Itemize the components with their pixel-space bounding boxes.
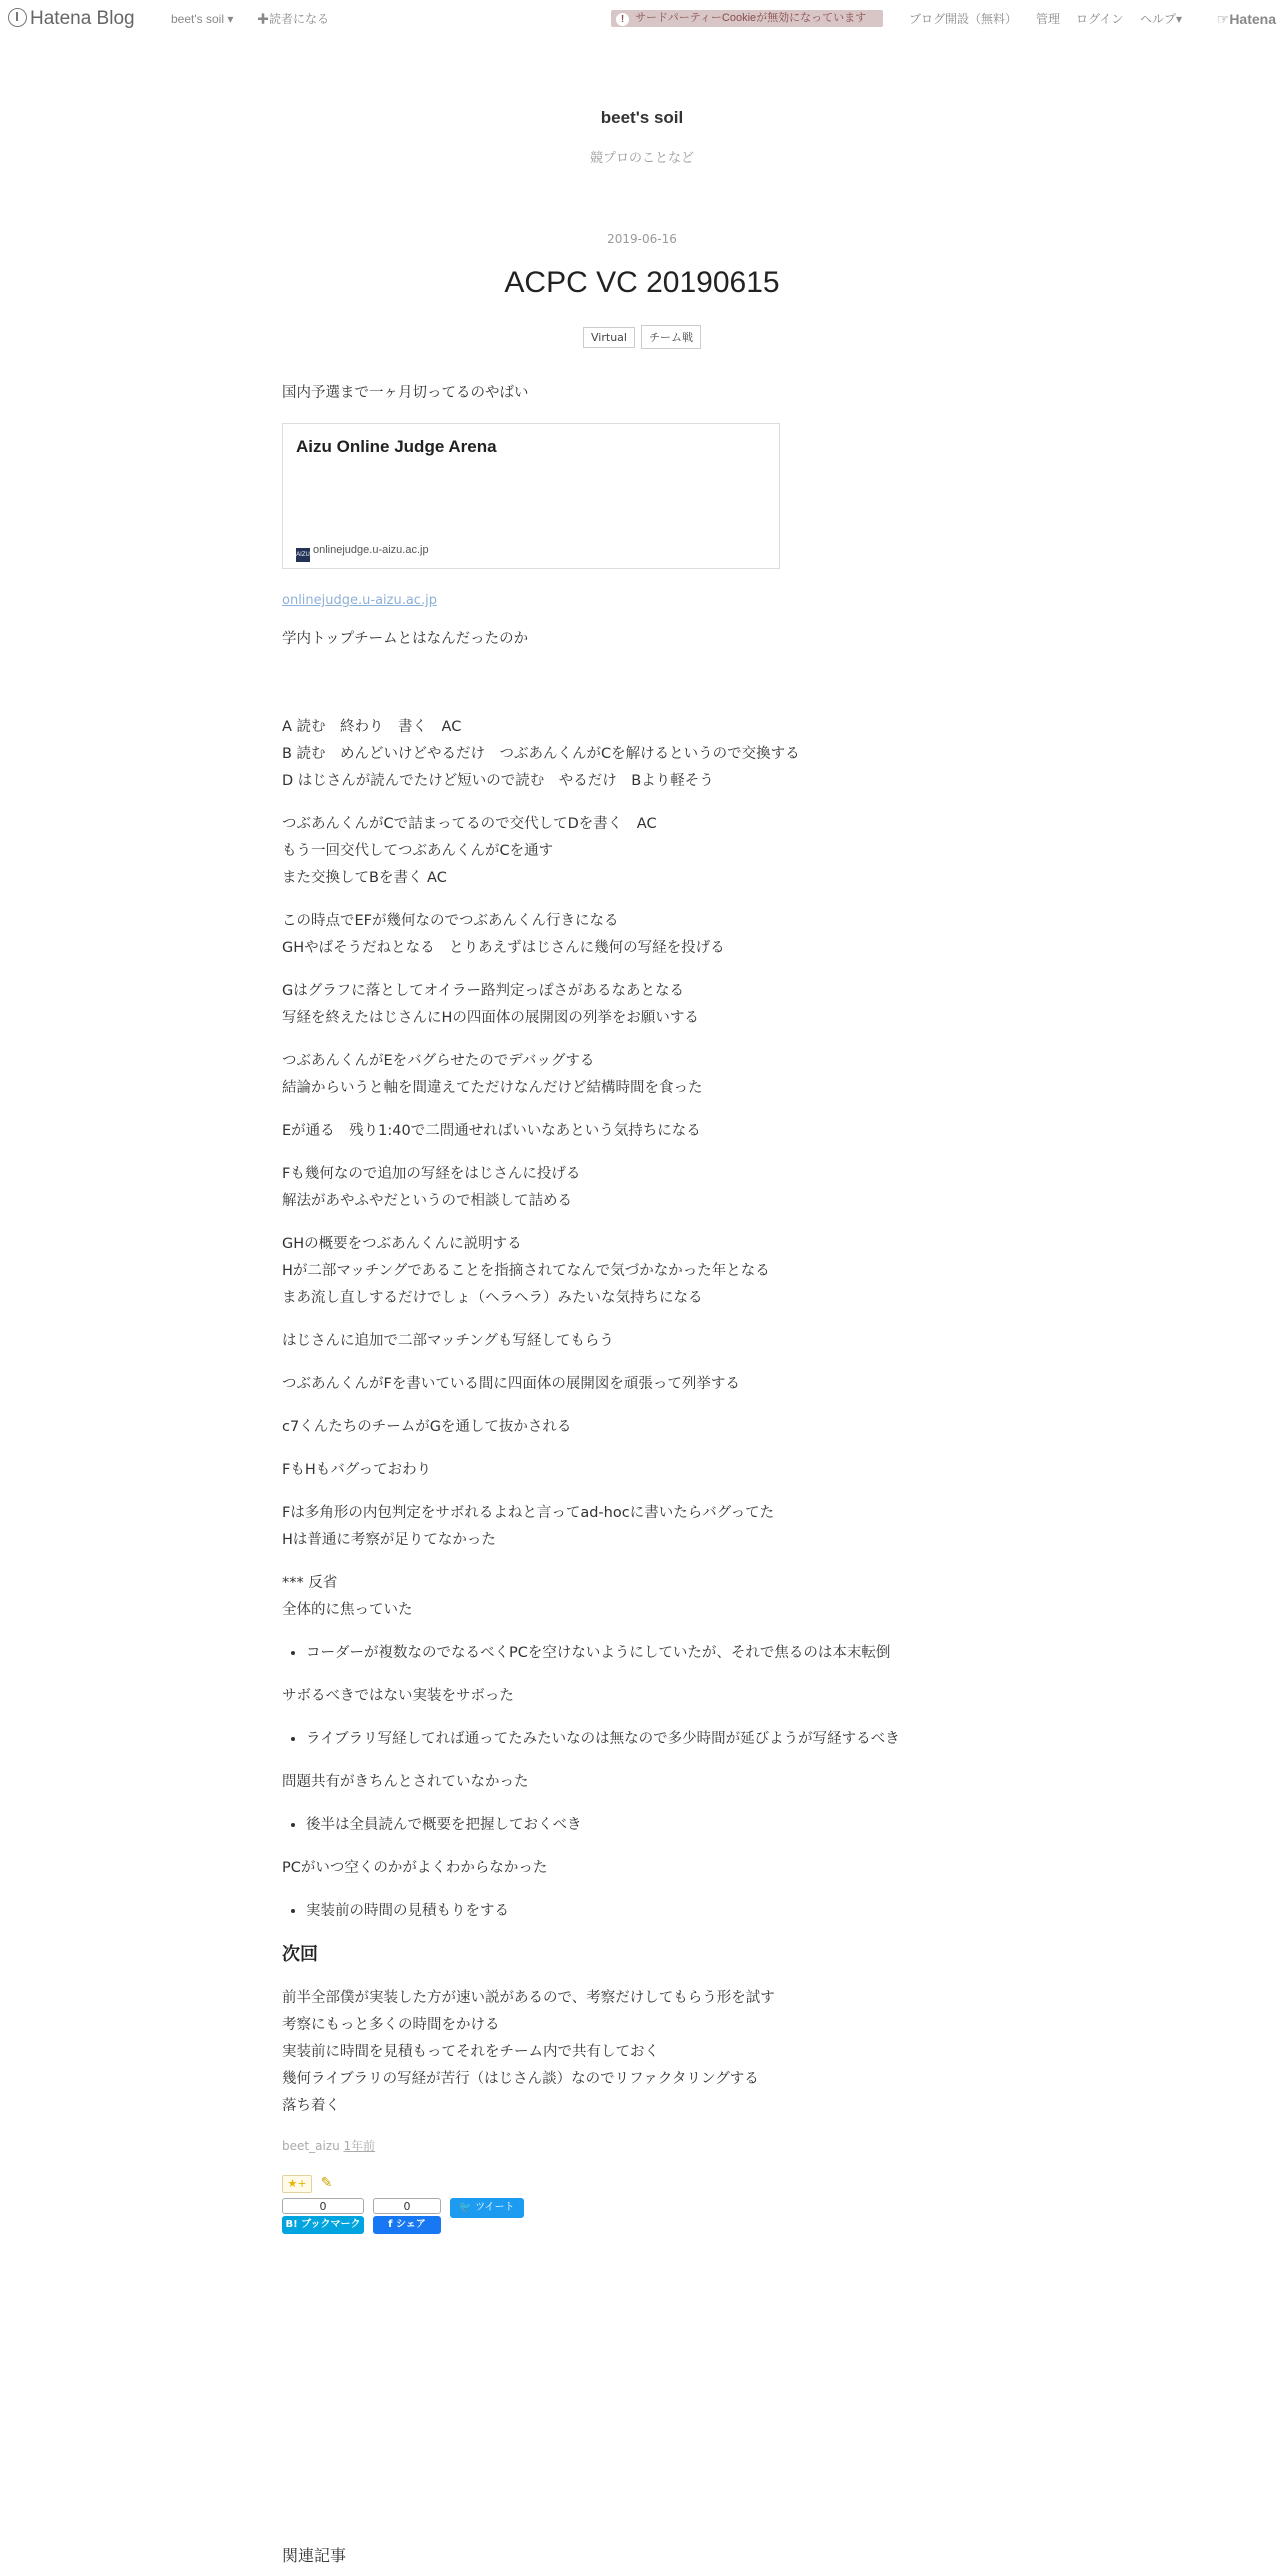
- paragraph: FもHもバグっておわり: [282, 1462, 432, 1478]
- list-item: • 実装前の時間の見積もりをする: [306, 1898, 1002, 1925]
- blog-menu[interactable]: beet's soil ▾: [171, 12, 234, 26]
- hatena-bookmark-button[interactable]: B! ブックマーク: [282, 2216, 364, 2234]
- list-item: • 後半は全員読んで概要を把握しておくべき: [306, 1812, 1002, 1839]
- cookie-notice[interactable]: ! サードパーティーCookieが無効になっています: [611, 10, 883, 27]
- bookmark-count: 0: [282, 2198, 364, 2214]
- tweet-widget: [450, 2198, 524, 2218]
- paragraph: つぶあんくんがEをバグらせたのでデバッグする 結論からいうと軸を間違えてただけなんだけど結構時間を食った: [282, 1053, 703, 1096]
- paragraph: PCがいつ空くのかがよくわからなかった: [282, 1860, 548, 1876]
- login-link[interactable]: ログイン: [1076, 12, 1124, 26]
- hatena-blog-logo[interactable]: Hatena Blog: [8, 0, 135, 38]
- entry-categories: [0, 325, 1284, 349]
- paragraph: 問題共有がきちんとされていなかった: [282, 1774, 529, 1790]
- hatena-logo-icon: [8, 8, 27, 27]
- embed-site: AIZU onlinejudge.u-aizu.ac.jp: [296, 543, 429, 562]
- blog-title[interactable]: beet's soil: [600, 108, 684, 127]
- subscribe-button[interactable]: ✚読者になる: [257, 12, 330, 26]
- hatena-hand-icon: ☞: [1216, 11, 1230, 27]
- hatena-menu[interactable]: ☞Hatena: [1216, 11, 1276, 27]
- embed-title[interactable]: Aizu Online Judge Arena: [296, 437, 497, 456]
- source-link-paragraph: [282, 587, 1002, 614]
- entry-date[interactable]: 2019-06-16: [607, 232, 677, 246]
- intro-paragraph: 国内予選まで一ヶ月切ってるのやばい: [282, 385, 529, 401]
- embed-card[interactable]: [282, 423, 780, 569]
- category-team[interactable]: チーム戦: [641, 325, 701, 349]
- paragraph: Fは多角形の内包判定をサボれるよねと言ってad-hocに書いたらバグってた Hは普通に考察が足りてなかった: [282, 1505, 775, 1548]
- hatena-bookmark-widget: [282, 2198, 364, 2234]
- category-virtual[interactable]: Virtual: [583, 327, 635, 348]
- list-item: • ライブラリ写経してれば通ってたみたいなのは無なので多少時間が延びようが写経するべき: [306, 1726, 1002, 1753]
- paragraph: c7くんたちのチームがGを通して抜かされる: [282, 1419, 572, 1435]
- blog-description: 競プロのことなど: [589, 151, 694, 166]
- paragraph: Fも幾何なので追加の写経をはじさんに投げる 解法があやふやだというので相談して詰める: [282, 1166, 581, 1209]
- paragraph: この時点でEFが幾何なのでつぶあんくん行きになる GHやばそうだねとなる とりあえずはじさんに幾何の写経を投げる: [282, 913, 725, 956]
- paragraph: つぶあんくんがCで詰まってるので交代してDを書く AC もう一回交代してつぶあんくんがCを通す また交換してBを書く AC: [282, 816, 657, 886]
- source-link[interactable]: onlinejudge.u-aizu.ac.jp: [282, 593, 437, 608]
- facebook-count: 0: [373, 2198, 441, 2214]
- entry-content: [282, 380, 1002, 2238]
- tweet-button[interactable]: 🐦 ツイート: [450, 2198, 524, 2218]
- paragraph: *** 反省 全体的に焦っていた: [282, 1575, 413, 1618]
- aizu-favicon-icon: AIZU: [296, 548, 310, 562]
- star-area: [282, 2170, 1002, 2192]
- paragraph: 前半全部僕が実装した方が速い説があるので、考察だけしてもらう形を試す 考察にもっと多くの時間をかける 実装前に時間を見積もってそれをチーム内で共有しておく 幾何ライブラリの写経が苦行（はじさん談）なのでリファクタリングする 落ち着く: [282, 1990, 775, 2114]
- paragraph: つぶあんくんがFを書いている間に四面体の展開図を頑張って列挙する: [282, 1376, 740, 1392]
- entry-footer-meta: [282, 2136, 1002, 2156]
- alert-icon: !: [616, 13, 629, 26]
- bullet-list: [282, 1726, 1002, 1753]
- bullet-list: [282, 1640, 1002, 1667]
- facebook-share-button[interactable]: f シェア: [373, 2216, 441, 2234]
- twitter-bird-icon: 🐦: [459, 2202, 472, 2213]
- bullet-list: [282, 1898, 1002, 1925]
- paragraph: Eが通る 残り1:40で二問通せればいいなあという気持ちになる: [282, 1123, 701, 1139]
- paragraph: サボるべきではない実装をサボった: [282, 1688, 514, 1704]
- global-header: [0, 0, 1284, 38]
- question-paragraph: 学内トップチームとはなんだったのか: [282, 631, 529, 647]
- star-comment-icon[interactable]: ✎: [320, 2175, 333, 2191]
- open-blog-link[interactable]: ブログ開設（無料）: [909, 12, 1018, 26]
- entry-title[interactable]: ACPC VC 20190615: [504, 266, 780, 299]
- bullet-list: [282, 1812, 1002, 1839]
- paragraph: Gはグラフに落としてオイラー路判定っぽさがあるなあとなる 写経を終えたはじさんにHの四面体の展開図の列挙をお願いする: [282, 983, 699, 1026]
- share-buttons: [282, 2198, 1002, 2238]
- help-menu[interactable]: ヘルプ▾: [1140, 12, 1183, 26]
- admin-link[interactable]: 管理: [1036, 12, 1061, 26]
- add-star-button[interactable]: ★+: [282, 2175, 312, 2193]
- list-item: • コーダーが複数なのでなるべくPCを空けないようにしていたが、それで焦るのは本末転倒: [306, 1640, 1002, 1667]
- paragraph: はじさんに追加で二部マッチングも写経してもらう: [282, 1333, 614, 1349]
- facebook-share-widget: [373, 2198, 441, 2234]
- related-entries-heading: 関連記事: [282, 2546, 347, 2565]
- permalink-time[interactable]: 1年前: [343, 2139, 376, 2153]
- paragraph: A 読む 終わり 書く AC B 読む めんどいけどやるだけ つぶあんくんがCを解けるというので交換する D はじさんが読んでたけど短いので読む やるだけ Bより軽そう: [282, 719, 800, 789]
- author-link[interactable]: beet_aizu: [282, 2139, 340, 2153]
- section-heading-next: 次回: [282, 1944, 318, 1965]
- paragraph: GHの概要をつぶあんくんに説明する Hが二部マッチングであることを指摘されてなんで気づかなかった年となる まあ流し直しするだけでしょ（ヘラヘラ）みたいな気持ちになる: [282, 1236, 770, 1306]
